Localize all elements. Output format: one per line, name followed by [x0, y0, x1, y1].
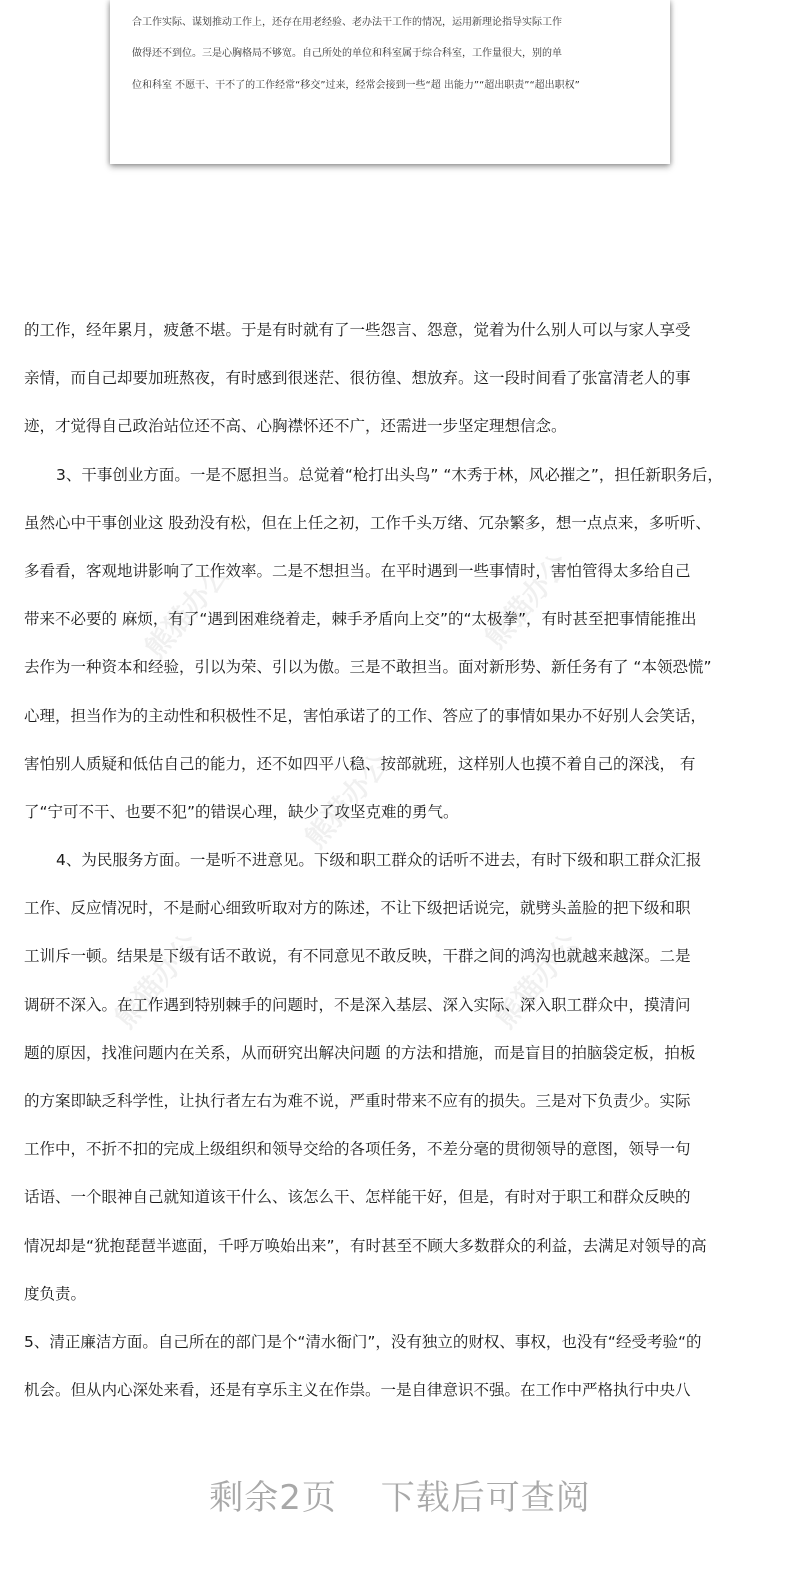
text-line: 虽然心中干事创业这 股劲没有松，但在上任之初，工作千头万绪、冗杂繁多，想一点点来，多听听、 [24, 513, 711, 532]
preview-line: 做得还不到位。三是心胸格局不够宽。自己所处的单位和科室属于综合科室，工作量很大，别的单 [132, 48, 562, 59]
preview-line: 位和科室 不愿干、干不了的工作经常“移交”过来，经常会接到一些“超 出能力”“超出职责”“超出职权” [132, 80, 580, 91]
text-line: 5、清正廉洁方面。自己所在的部门是个“清水衙门”，没有独立的财权、事权，也没有“经受考验“的 [24, 1332, 702, 1351]
preview-line: 合工作实际、谋划推动工作上，还存在用老经验、老办法干工作的情况，运用新理论指导实际工作 [132, 17, 562, 28]
watermark: 熊猫办公 [138, 557, 236, 665]
text-line: 了“宁可不干、也要不犯”的错误心理，缺少了攻坚克难的勇气。 [24, 802, 459, 821]
text-line: 的方案即缺乏科学性，让执行者左右为难不说，严重时带来不应有的损失。三是对下负责少。实际 [24, 1092, 691, 1110]
text-line: 带来不必要的 麻烦，有了“遇到困难绕着走，棘手矛盾向上交”的“太极拳”，有时甚至把事情能推出 [24, 610, 697, 629]
document-body [24, 318, 764, 1426]
text-line: 话语、一个眼神自己就知道该干什么、该怎么干、怎样能干好，但是，有时对于职工和群众反映的 [24, 1188, 691, 1207]
text-line: 情况却是“犹抱琵琶半遮面，千呼万唤始出来”，有时甚至不顾大多数群众的利益，去满足对领导的高 [24, 1236, 707, 1255]
text-line: 4、为民服务方面。一是听不进意见。下级和职工群众的话听不进去，有时下级和职工群众汇报 [56, 851, 702, 870]
watermark: 熊猫办公 [108, 927, 206, 1035]
text-line: 3、干事创业方面。一是不愿担当。总觉着“枪打出头鸟” “木秀于林，风必摧之”，担任新职务后， [56, 465, 723, 484]
download-prompt-label[interactable]: 下载后可查阅 [380, 1478, 591, 1518]
text-line: 多看看，客观地讲影响了工作效率。二是不想担当。在平时遇到一些事情时，害怕管得太多给自己 [24, 561, 691, 580]
text-line: 工训斥一顿。结果是下级有话不敢说，有不同意见不敢反映，干群之间的鸿沟也就越来越深。二是 [24, 947, 691, 966]
download-to-read-banner[interactable] [0, 1470, 800, 1519]
text-line: 题的原因，找准问题内在关系，从而研究出解决问题 的方法和措施，而是盲目的拍脑袋定板，拍板 [24, 1043, 696, 1062]
text-line: 工作中，不折不扣的完成上级组织和领导交给的各项任务，不差分毫的贯彻领导的意图，领导一句 [24, 1140, 691, 1159]
text-line: 工作、反应情况时，不是耐心细致听取对方的陈述，不让下级把话说完，就劈头盖脸的把下级和职 [24, 899, 691, 918]
text-line: 调研不深入。在工作遇到特别棘手的问题时，不是深入基层、深入实际、深入职工群众中，摸清问 [24, 995, 691, 1014]
text-line: 心理，担当作为的主动性和积极性不足，害怕承诺了的工作、答应了的事情如果办不好别人会笑话， [24, 706, 707, 725]
text-line: 亲情，而自己却要加班熬夜，有时感到很迷茫、很彷徨、想放弃。这一段时间看了张富清老人的事 [24, 369, 691, 388]
text-line: 去作为一种资本和经验，引以为荣、引以为傲。三是不敢担当。面对新形势、新任务有了 “本领恐慌” [24, 658, 712, 677]
preview-page-card [110, 0, 670, 164]
text-line: 害怕别人质疑和低估自己的能力，还不如四平八稳、按部就班，这样别人也摸不着自己的深浅， 有 [24, 754, 696, 773]
watermark: 熊猫办公 [298, 747, 396, 855]
remaining-pages-label: 剩余2页 [209, 1478, 337, 1518]
watermark: 熊猫办公 [488, 927, 586, 1035]
text-line: 迹，才觉得自己政治站位还不高、心胸襟怀还不广，还需进一步坚定理想信念。 [24, 417, 567, 436]
text-line: 机会。但从内心深处来看，还是有享乐主义在作祟。一是自律意识不强。在工作中严格执行中央八 [24, 1381, 691, 1400]
text-line: 度负责。 [24, 1284, 87, 1303]
text-line: 的工作，经年累月，疲惫不堪。于是有时就有了一些怨言、怨意，觉着为什么别人可以与家人享受 [24, 321, 691, 339]
watermark: 熊猫办公 [478, 547, 576, 655]
